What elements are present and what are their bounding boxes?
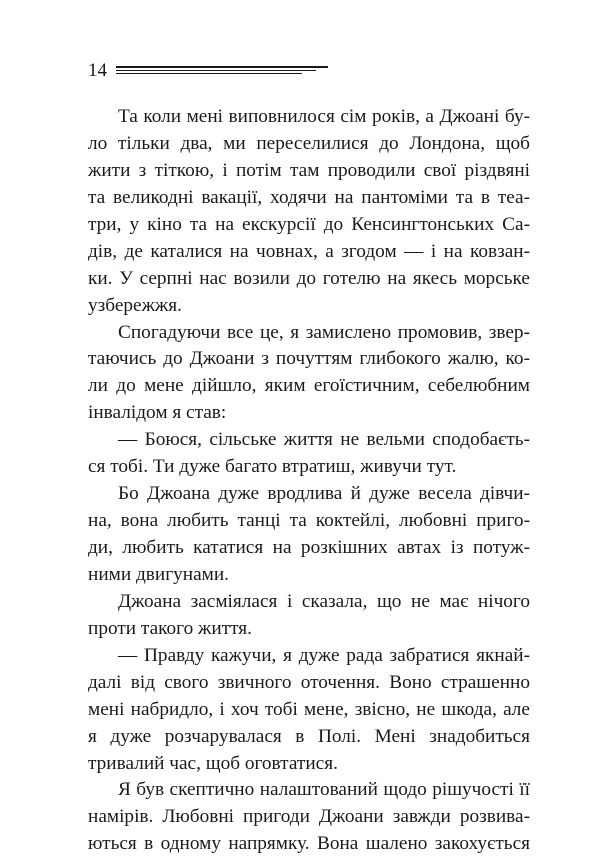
text-line: Джоана засміялася і сказала, що не має нічого	[118, 590, 530, 612]
text-line: мені набридло, і хоч тобі мене, звісно, не шкода, але	[88, 698, 530, 720]
text-line: ли до мене дійшло, яким егоїстичним, себелюбним	[88, 375, 530, 397]
text-line: ки. У серпні нас возили до готелю на якесь морське	[88, 267, 530, 289]
text-line: я дуже розчарувалася в Полі. Мені знадобиться	[88, 725, 530, 747]
text-line: — Правду кажучи, я дуже рада забратися якнай-	[118, 644, 530, 666]
text-line: та великодні вакації, ходячи на пантоміми та в теа-	[88, 186, 530, 208]
text-line: ними двигунами.	[88, 563, 229, 585]
text-line: ються в одному напрямку. Вона шалено закохується	[88, 833, 530, 855]
text-line: три, у кіно та на екскурсії до Кенсингтонських Са-	[88, 213, 530, 235]
text-line: на, вона любить танці та коктейлі, любовні приго-	[88, 510, 530, 532]
text-line: Та коли мені виповнилося сім років, а Джоані бу-	[118, 106, 530, 127]
text-line: Бо Джоана дуже вродлива й дуже весела дівчи-	[118, 483, 530, 505]
text-line: таючись до Джоани з почуттям глибокого жалю, ко-	[88, 348, 530, 370]
text-line: — Боюся, сільське життя не вельми сподобаєть-	[118, 429, 530, 451]
header-rule	[116, 66, 328, 68]
text-line: проти такого життя.	[88, 617, 252, 639]
text-line: жити з тіткою, і потім там проводили свої різдвяні	[88, 159, 530, 181]
text-line: інвалідом я став:	[88, 402, 227, 424]
text-line: Спогадуючи все це, я замислено промовив, звер-	[118, 321, 530, 343]
text-line: ло тільки два, ми переселилися до Лондона, щоб	[88, 132, 530, 154]
text-line: ся тобі. Ти дуже багато втратиш, живучи тут.	[88, 456, 457, 478]
body-text	[88, 104, 530, 858]
text-line: Я був скептично налаштований щодо рішучості її	[118, 779, 530, 801]
text-line: узбережжя.	[88, 294, 182, 316]
header-rule	[116, 73, 302, 74]
text-line: дів, де каталися на човнах, а згодом — і на ковзан-	[88, 240, 530, 262]
header-rule	[116, 70, 316, 71]
text-line: далі від свого звичного оточення. Воно страшенно	[88, 671, 530, 693]
text-line: намірів. Любовні пригоди Джоани завжди розвива-	[88, 806, 530, 828]
text-line: ди, любить кататися на розкішних автах із потуж-	[88, 537, 530, 558]
page-number: 14	[88, 60, 107, 81]
running-head	[88, 56, 328, 86]
text-line: тривалий час, щоб оговтатися.	[88, 752, 338, 774]
